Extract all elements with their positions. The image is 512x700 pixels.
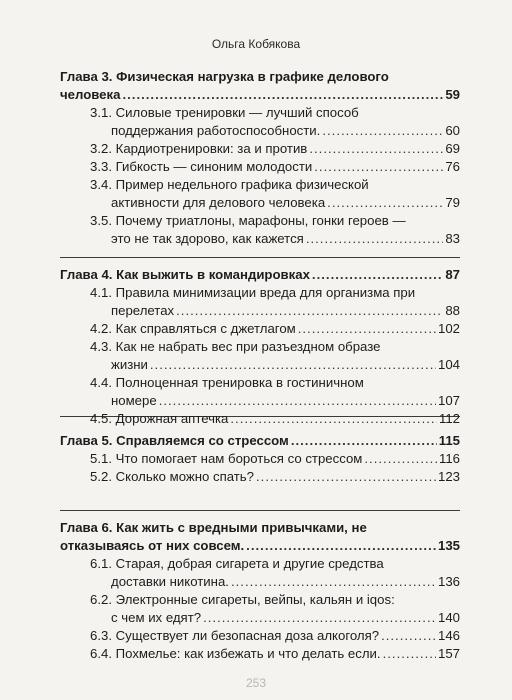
section-entry bbox=[60, 374, 460, 410]
section-title-text: 3.2. Кардиотренировки: за и против bbox=[90, 141, 308, 156]
leader-dots bbox=[312, 266, 443, 284]
leader-dots bbox=[306, 230, 444, 248]
section-entry bbox=[60, 212, 460, 248]
section-title-text: 4.1. Правила минимизации вреда для организма при bbox=[90, 285, 416, 300]
section-title-text: номере bbox=[111, 393, 157, 408]
chapter-page-number: 115 bbox=[438, 433, 460, 448]
section-entry bbox=[60, 104, 460, 140]
leader-dots bbox=[150, 356, 436, 374]
section-title-text: 6.2. Электронные сигареты, вейпы, кальян и iqos: bbox=[90, 592, 395, 607]
section-entry bbox=[60, 284, 460, 320]
section-title-text: 4.3. Как не набрать вес при разъездном образе bbox=[90, 339, 381, 354]
leader-dots bbox=[256, 468, 436, 486]
section-entry bbox=[60, 468, 460, 486]
section-entry bbox=[60, 555, 460, 591]
section-title-text: 6.1. Старая, добрая сигарета и другие средства bbox=[90, 556, 384, 571]
leader-dots bbox=[203, 609, 436, 627]
section-entry bbox=[60, 320, 460, 338]
chapter-title bbox=[60, 432, 460, 450]
section-page-number: 140 bbox=[437, 610, 460, 625]
leader-dots bbox=[176, 302, 443, 320]
chapter-title-text: человека bbox=[60, 87, 121, 102]
section-page-number: 116 bbox=[438, 451, 460, 466]
section-entry bbox=[60, 140, 460, 158]
leader-dots bbox=[364, 450, 437, 468]
section-title-text: 3.1. Силовые тренировки — лучший способ bbox=[90, 105, 359, 120]
chapter-page-number: 59 bbox=[445, 87, 460, 102]
section-page-number: 123 bbox=[437, 469, 460, 484]
section-entry bbox=[60, 410, 460, 428]
leader-dots bbox=[159, 392, 436, 410]
section-entry bbox=[60, 158, 460, 176]
leader-dots bbox=[381, 627, 436, 645]
section-title-text: 4.5. Дорожная аптечка bbox=[90, 411, 229, 426]
section-entry bbox=[60, 645, 460, 663]
chapter-block bbox=[60, 519, 460, 663]
section-title-text: поддержания работоспособности. bbox=[111, 123, 321, 138]
leader-dots bbox=[309, 140, 443, 158]
chapter-title-text: Глава 5. Справляемся со стрессом bbox=[60, 433, 289, 448]
section-page-number: 104 bbox=[437, 357, 460, 372]
section-title-text: 4.4. Полноценная тренировка в гостиничном bbox=[90, 375, 364, 390]
leader-dots bbox=[322, 122, 443, 140]
section-title-text: активности для делового человека bbox=[111, 195, 326, 210]
chapter-page-number: 135 bbox=[437, 538, 460, 553]
chapter-title-text: Глава 6. Как жить с вредными привычками, не bbox=[60, 520, 367, 535]
section-title-text: 3.5. Почему триатлоны, марафоны, гонки героев — bbox=[90, 213, 406, 228]
leader-dots bbox=[298, 320, 436, 338]
section-entry bbox=[60, 176, 460, 212]
chapter-title bbox=[60, 266, 460, 284]
chapter-block bbox=[60, 266, 460, 428]
running-header-author: Ольга Кобякова bbox=[211, 37, 301, 51]
section-page-number: 136 bbox=[437, 574, 460, 589]
leader-dots bbox=[327, 194, 443, 212]
leader-dots bbox=[314, 158, 443, 176]
chapter-title-text: Глава 4. Как выжить в командировках bbox=[60, 267, 310, 282]
section-page-number: 69 bbox=[445, 141, 460, 156]
section-page-number: 83 bbox=[445, 231, 460, 246]
section-page-number: 146 bbox=[437, 628, 460, 643]
leader-dots bbox=[246, 537, 436, 555]
section-title-text: доставки никотина. bbox=[111, 574, 229, 589]
chapter-block bbox=[60, 432, 460, 486]
page-number: 253 bbox=[245, 676, 267, 690]
chapter-page-number: 87 bbox=[445, 267, 460, 282]
section-entry bbox=[60, 450, 460, 468]
section-title-text: 5.1. Что помогает нам бороться со стрессом bbox=[90, 451, 363, 466]
section-page-number: 157 bbox=[437, 646, 460, 661]
section-title-text: с чем их едят? bbox=[111, 610, 202, 625]
chapter-title bbox=[60, 68, 460, 104]
chapter-title-text: Глава 3. Физическая нагрузка в графике делового bbox=[60, 69, 389, 84]
section-title-text: жизни bbox=[111, 357, 148, 372]
section-title-text: это не так здорово, как кажется bbox=[111, 231, 304, 246]
chapter-block bbox=[60, 68, 460, 248]
leader-dots bbox=[291, 432, 437, 450]
leader-dots bbox=[122, 86, 443, 104]
chapter-title bbox=[60, 519, 460, 555]
leader-dots bbox=[230, 410, 437, 428]
section-page-number: 88 bbox=[445, 303, 460, 318]
section-title-text: 6.4. Похмелье: как избежать и что делать если. bbox=[90, 646, 381, 661]
section-entry bbox=[60, 338, 460, 374]
section-title-text: 4.2. Как справляться с джетлагом bbox=[90, 321, 296, 336]
section-page-number: 112 bbox=[438, 411, 460, 426]
section-title-text: перелетах bbox=[111, 303, 175, 318]
section-page-number: 60 bbox=[445, 123, 460, 138]
section-page-number: 102 bbox=[437, 321, 460, 336]
separator-line bbox=[60, 257, 460, 258]
section-title-text: 6.3. Существует ли безопасная доза алкоголя? bbox=[90, 628, 380, 643]
chapter-title-text: отказываясь от них совсем. bbox=[60, 538, 245, 553]
leader-dots bbox=[231, 573, 436, 591]
separator-line bbox=[60, 510, 460, 511]
section-entry bbox=[60, 627, 460, 645]
section-page-number: 76 bbox=[445, 159, 460, 174]
leader-dots bbox=[383, 645, 436, 663]
section-entry bbox=[60, 591, 460, 627]
section-title-text: 5.2. Сколько можно спать? bbox=[90, 469, 255, 484]
section-page-number: 79 bbox=[445, 195, 460, 210]
section-title-text: 3.3. Гибкость — синоним молодости bbox=[90, 159, 313, 174]
section-page-number: 107 bbox=[437, 393, 460, 408]
section-title-text: 3.4. Пример недельного графика физической bbox=[90, 177, 369, 192]
